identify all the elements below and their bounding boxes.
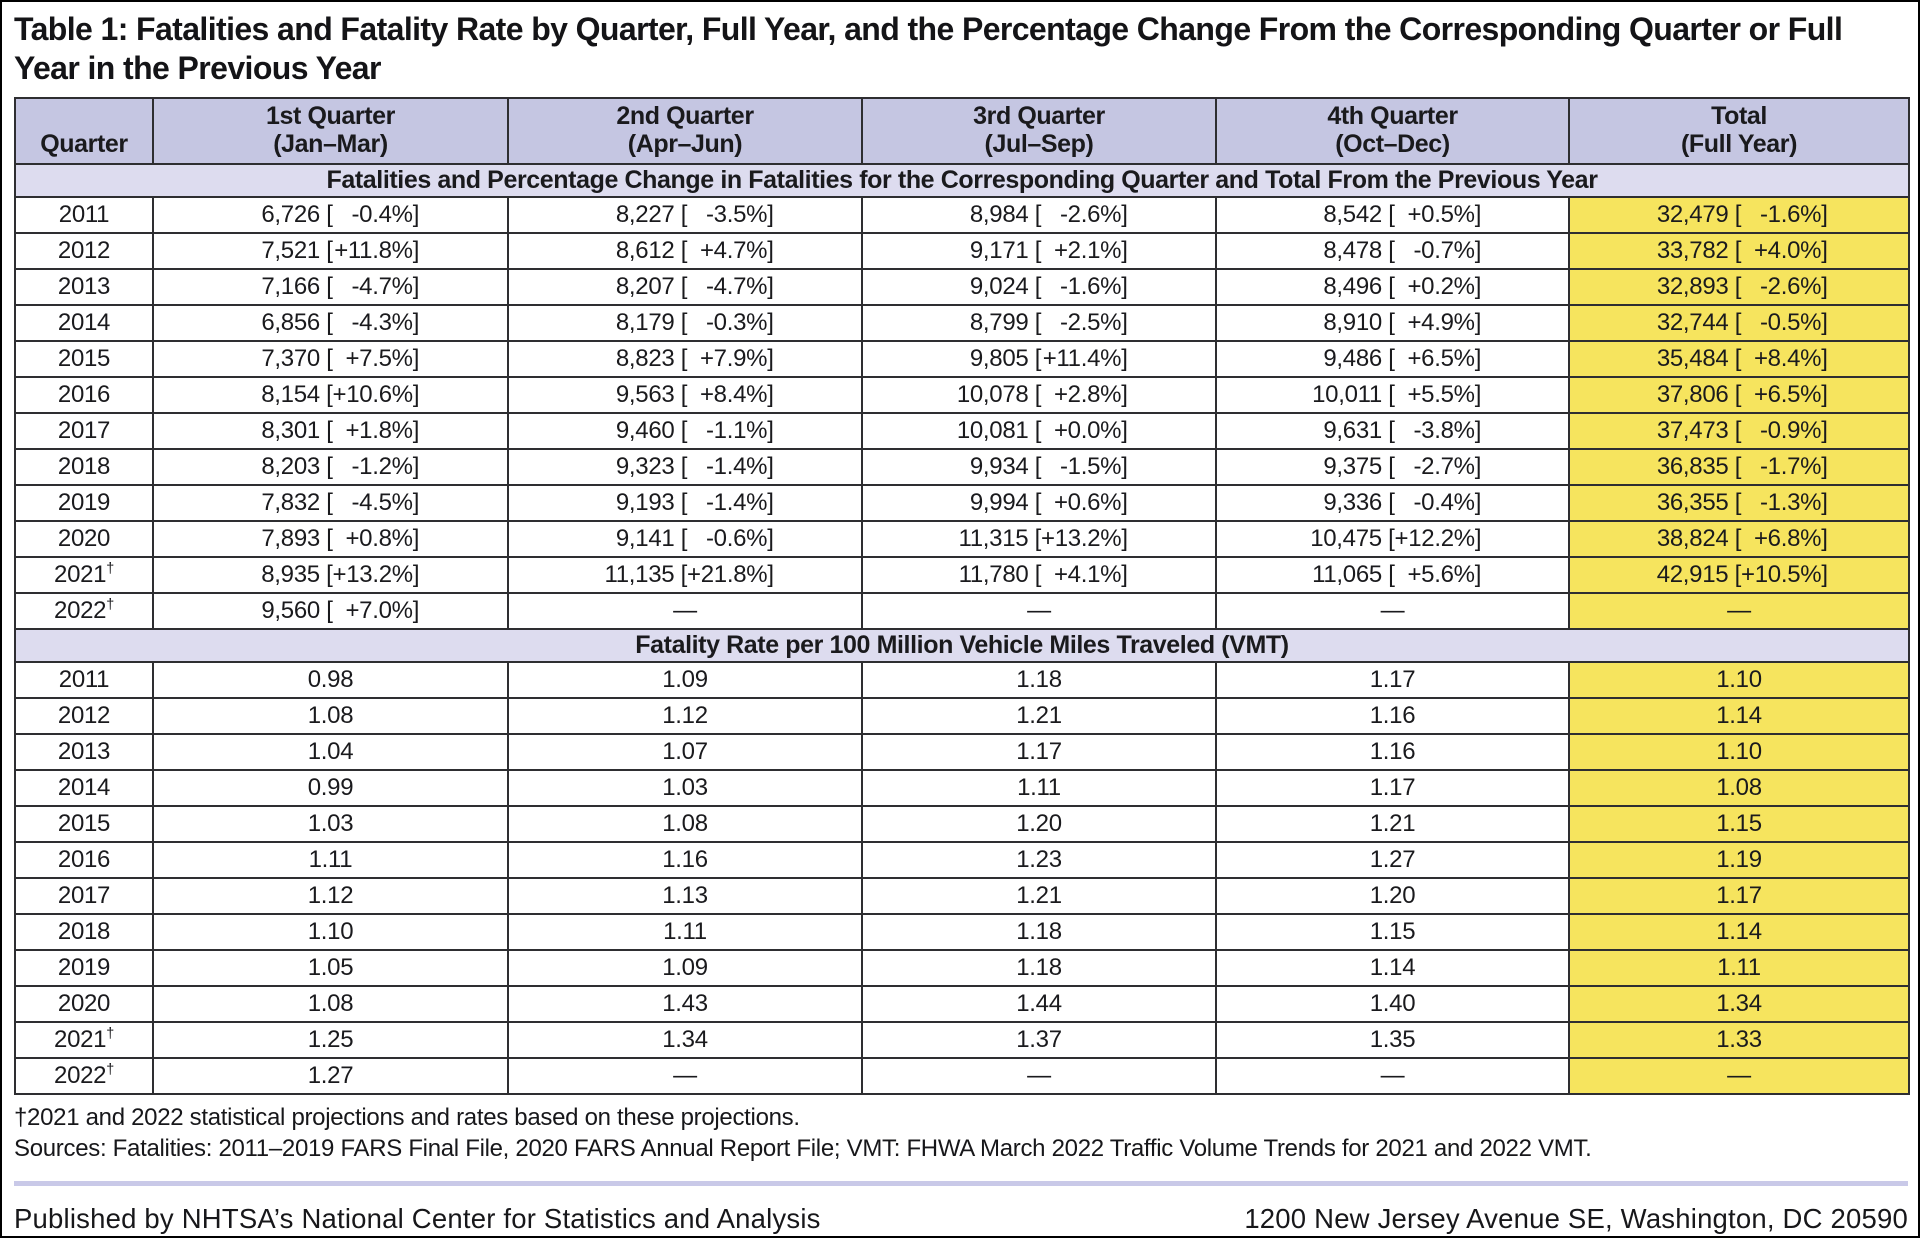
value-cell: 8,612 [ +4.7% ] bbox=[508, 233, 862, 269]
table-row bbox=[15, 878, 1909, 914]
value-cell: 9,323 [ -1.4% ] bbox=[508, 449, 862, 485]
value-cell: 7,521 [ +11.8% ] bbox=[153, 233, 508, 269]
value-cell: 8,179 [ -0.3% ] bbox=[508, 305, 862, 341]
value-cell: 1.08 bbox=[153, 698, 508, 734]
total-cell: 1.15 bbox=[1569, 806, 1909, 842]
dagger-marker: † bbox=[106, 561, 114, 578]
table-row bbox=[15, 593, 1909, 629]
footer-address: 1200 New Jersey Avenue SE, Washington, DC 20590 bbox=[1244, 1203, 1908, 1235]
column-header-line2: (Full Year) bbox=[1680, 130, 1797, 159]
value-cell: — bbox=[508, 593, 862, 629]
table-row bbox=[15, 485, 1909, 521]
value-cell: 1.40 bbox=[1216, 986, 1569, 1022]
value-cell: 1.23 bbox=[862, 842, 1216, 878]
value-cell: 1.43 bbox=[508, 986, 862, 1022]
value-cell: 8,910 [ +4.9% ] bbox=[1216, 305, 1569, 341]
table-row bbox=[15, 1022, 1909, 1058]
value-cell: 8,823 [ +7.9% ] bbox=[508, 341, 862, 377]
value-cell: 1.18 bbox=[862, 662, 1216, 698]
year-cell: 2013 bbox=[15, 269, 153, 305]
value-cell: 9,631 [ -3.8% ] bbox=[1216, 413, 1569, 449]
table-row bbox=[15, 305, 1909, 341]
year-cell: 2022† bbox=[15, 1058, 153, 1094]
table-row bbox=[15, 233, 1909, 269]
table-row bbox=[15, 734, 1909, 770]
table-row bbox=[15, 842, 1909, 878]
year-cell: 2018 bbox=[15, 449, 153, 485]
column-header-line1: 4th Quarter bbox=[1327, 102, 1458, 131]
table-row bbox=[15, 1058, 1909, 1094]
value-cell: 1.03 bbox=[508, 770, 862, 806]
column-header-q2 bbox=[508, 98, 862, 164]
table-row bbox=[15, 662, 1909, 698]
total-cell: 1.33 bbox=[1569, 1022, 1909, 1058]
year-cell: 2016 bbox=[15, 377, 153, 413]
total-cell: 1.08 bbox=[1569, 770, 1909, 806]
total-cell: 1.14 bbox=[1569, 914, 1909, 950]
value-cell: 9,563 [ +8.4% ] bbox=[508, 377, 862, 413]
total-cell: 32,744 [ -0.5% ] bbox=[1569, 305, 1909, 341]
value-cell: 9,141 [ -0.6% ] bbox=[508, 521, 862, 557]
table-title: Table 1: Fatalities and Fatality Rate by Quarter, Full Year, and the Percentage Change From the Corresponding Quarter or Full Year in the Previous Year bbox=[14, 11, 1843, 87]
dagger-marker: † bbox=[106, 1026, 114, 1043]
value-cell: 1.08 bbox=[153, 986, 508, 1022]
value-cell: 9,805 [ +11.4% ] bbox=[862, 341, 1216, 377]
column-header-q4 bbox=[1216, 98, 1569, 164]
value-cell: 1.17 bbox=[862, 734, 1216, 770]
value-cell: 10,475 [ +12.2% ] bbox=[1216, 521, 1569, 557]
value-cell: 1.18 bbox=[862, 950, 1216, 986]
value-cell: 8,301 [ +1.8% ] bbox=[153, 413, 508, 449]
value-cell: 7,370 [ +7.5% ] bbox=[153, 341, 508, 377]
column-header-q3 bbox=[862, 98, 1216, 164]
total-cell: 32,893 [ -2.6% ] bbox=[1569, 269, 1909, 305]
year-cell: 2015 bbox=[15, 806, 153, 842]
value-cell: 1.17 bbox=[1216, 770, 1569, 806]
value-cell: 9,560 [ +7.0% ] bbox=[153, 593, 508, 629]
year-cell: 2011 bbox=[15, 662, 153, 698]
table-row bbox=[15, 950, 1909, 986]
value-cell: 9,336 [ -0.4% ] bbox=[1216, 485, 1569, 521]
value-cell: 1.37 bbox=[862, 1022, 1216, 1058]
footer-publisher: Published by NHTSA’s National Center for Statistics and Analysis bbox=[14, 1203, 821, 1235]
value-cell: 1.12 bbox=[153, 878, 508, 914]
value-cell: — bbox=[862, 1058, 1216, 1094]
value-cell: 1.07 bbox=[508, 734, 862, 770]
section-header-row bbox=[15, 629, 1909, 662]
value-cell: 1.27 bbox=[1216, 842, 1569, 878]
value-cell: 1.03 bbox=[153, 806, 508, 842]
year-cell: 2014 bbox=[15, 770, 153, 806]
year-cell: 2016 bbox=[15, 842, 153, 878]
value-cell: 9,171 [ +2.1% ] bbox=[862, 233, 1216, 269]
value-cell: 8,799 [ -2.5% ] bbox=[862, 305, 1216, 341]
total-cell: 36,355 [ -1.3% ] bbox=[1569, 485, 1909, 521]
table-row bbox=[15, 449, 1909, 485]
table-body bbox=[15, 164, 1909, 1094]
column-header-line2: (Jan–Mar) bbox=[273, 130, 388, 159]
value-cell: 1.13 bbox=[508, 878, 862, 914]
value-cell: — bbox=[1216, 593, 1569, 629]
table-row bbox=[15, 413, 1909, 449]
section-header-label: Fatalities and Percentage Change in Fatalities for the Corresponding Quarter and Total From the Previous Year bbox=[15, 164, 1909, 197]
year-cell: 2021† bbox=[15, 557, 153, 593]
year-cell: 2022† bbox=[15, 593, 153, 629]
total-cell: 1.14 bbox=[1569, 698, 1909, 734]
table-row bbox=[15, 698, 1909, 734]
value-cell: 0.99 bbox=[153, 770, 508, 806]
value-cell: 1.09 bbox=[508, 662, 862, 698]
year-cell: 2012 bbox=[15, 233, 153, 269]
year-cell: 2012 bbox=[15, 698, 153, 734]
column-header-line1: 1st Quarter bbox=[266, 102, 395, 131]
total-cell: 1.19 bbox=[1569, 842, 1909, 878]
value-cell: 1.09 bbox=[508, 950, 862, 986]
value-cell: 10,081 [ +0.0% ] bbox=[862, 413, 1216, 449]
year-cell: 2021† bbox=[15, 1022, 153, 1058]
value-cell: 0.98 bbox=[153, 662, 508, 698]
year-cell: 2017 bbox=[15, 413, 153, 449]
value-cell: 8,203 [ -1.2% ] bbox=[153, 449, 508, 485]
value-cell: 11,135 [ +21.8% ] bbox=[508, 557, 862, 593]
value-cell: 9,193 [ -1.4% ] bbox=[508, 485, 862, 521]
value-cell: 1.12 bbox=[508, 698, 862, 734]
value-cell: 8,227 [ -3.5% ] bbox=[508, 197, 862, 233]
total-cell: 37,473 [ -0.9% ] bbox=[1569, 413, 1909, 449]
total-cell: 38,824 [ +6.8% ] bbox=[1569, 521, 1909, 557]
value-cell: 1.20 bbox=[1216, 878, 1569, 914]
value-cell: 7,832 [ -4.5% ] bbox=[153, 485, 508, 521]
value-cell: 9,934 [ -1.5% ] bbox=[862, 449, 1216, 485]
total-cell: 32,479 [ -1.6% ] bbox=[1569, 197, 1909, 233]
column-header-line1: 2nd Quarter bbox=[616, 102, 754, 131]
footnotes bbox=[14, 1102, 1906, 1164]
year-cell: 2015 bbox=[15, 341, 153, 377]
table-row bbox=[15, 557, 1909, 593]
value-cell: 1.35 bbox=[1216, 1022, 1569, 1058]
value-cell: 1.04 bbox=[153, 734, 508, 770]
dagger-marker: † bbox=[106, 597, 114, 614]
value-cell: 6,856 [ -4.3% ] bbox=[153, 305, 508, 341]
value-cell: 9,024 [ -1.6% ] bbox=[862, 269, 1216, 305]
value-cell: 1.44 bbox=[862, 986, 1216, 1022]
total-cell: 36,835 [ -1.7% ] bbox=[1569, 449, 1909, 485]
year-cell: 2019 bbox=[15, 950, 153, 986]
column-header-line1: 3rd Quarter bbox=[973, 102, 1105, 131]
value-cell: 8,207 [ -4.7% ] bbox=[508, 269, 862, 305]
total-cell: 1.17 bbox=[1569, 878, 1909, 914]
table-row bbox=[15, 377, 1909, 413]
table-row bbox=[15, 269, 1909, 305]
table-header-row bbox=[15, 98, 1909, 164]
page-footer bbox=[14, 1203, 1908, 1235]
value-cell: 9,486 [ +6.5% ] bbox=[1216, 341, 1569, 377]
year-cell: 2018 bbox=[15, 914, 153, 950]
column-header-line2: (Oct–Dec) bbox=[1335, 130, 1450, 159]
value-cell: 11,315 [ +13.2% ] bbox=[862, 521, 1216, 557]
value-cell: 1.10 bbox=[153, 914, 508, 950]
total-cell: — bbox=[1569, 1058, 1909, 1094]
fatalities-table bbox=[14, 97, 1910, 1095]
value-cell: 1.20 bbox=[862, 806, 1216, 842]
column-header-line1 bbox=[18, 102, 150, 130]
value-cell: 1.11 bbox=[862, 770, 1216, 806]
column-header-total bbox=[1569, 98, 1909, 164]
value-cell: 8,935 [ +13.2% ] bbox=[153, 557, 508, 593]
value-cell: 1.11 bbox=[153, 842, 508, 878]
total-cell: 1.10 bbox=[1569, 662, 1909, 698]
footer-divider bbox=[14, 1181, 1908, 1186]
year-cell: 2019 bbox=[15, 485, 153, 521]
value-cell: 7,166 [ -4.7% ] bbox=[153, 269, 508, 305]
value-cell: 10,078 [ +2.8% ] bbox=[862, 377, 1216, 413]
value-cell: 1.05 bbox=[153, 950, 508, 986]
value-cell: 1.18 bbox=[862, 914, 1216, 950]
value-cell: — bbox=[508, 1058, 862, 1094]
column-header-q1 bbox=[153, 98, 508, 164]
value-cell: 1.27 bbox=[153, 1058, 508, 1094]
value-cell: 1.16 bbox=[1216, 734, 1569, 770]
footnote-projections: †2021 and 2022 statistical projections and rates based on these projections. bbox=[14, 1104, 800, 1132]
value-cell: 1.34 bbox=[508, 1022, 862, 1058]
value-cell: 8,984 [ -2.6% ] bbox=[862, 197, 1216, 233]
value-cell: 1.11 bbox=[508, 914, 862, 950]
table-row bbox=[15, 986, 1909, 1022]
value-cell: 9,994 [ +0.6% ] bbox=[862, 485, 1216, 521]
total-cell: 37,806 [ +6.5% ] bbox=[1569, 377, 1909, 413]
dagger-marker: † bbox=[106, 1062, 114, 1079]
total-cell: 1.10 bbox=[1569, 734, 1909, 770]
value-cell: 8,478 [ -0.7% ] bbox=[1216, 233, 1569, 269]
total-cell: 1.34 bbox=[1569, 986, 1909, 1022]
column-header-quarter bbox=[15, 98, 153, 164]
value-cell: 1.21 bbox=[862, 878, 1216, 914]
total-cell: 33,782 [ +4.0% ] bbox=[1569, 233, 1909, 269]
total-cell: 1.11 bbox=[1569, 950, 1909, 986]
value-cell: 1.25 bbox=[153, 1022, 508, 1058]
value-cell: — bbox=[1216, 1058, 1569, 1094]
year-cell: 2011 bbox=[15, 197, 153, 233]
value-cell: 8,154 [ +10.6% ] bbox=[153, 377, 508, 413]
value-cell: 1.21 bbox=[862, 698, 1216, 734]
year-cell: 2020 bbox=[15, 986, 153, 1022]
table-row bbox=[15, 806, 1909, 842]
section-header-label: Fatality Rate per 100 Million Vehicle Miles Traveled (VMT) bbox=[15, 629, 1909, 662]
column-header-line2: (Jul–Sep) bbox=[984, 130, 1094, 159]
value-cell: 1.14 bbox=[1216, 950, 1569, 986]
year-cell: 2014 bbox=[15, 305, 153, 341]
value-cell: 9,460 [ -1.1% ] bbox=[508, 413, 862, 449]
value-cell: 8,542 [ +0.5% ] bbox=[1216, 197, 1569, 233]
table-row bbox=[15, 914, 1909, 950]
value-cell: 6,726 [ -0.4% ] bbox=[153, 197, 508, 233]
value-cell: 1.15 bbox=[1216, 914, 1569, 950]
column-header-line2: (Apr–Jun) bbox=[627, 130, 743, 159]
value-cell: — bbox=[862, 593, 1216, 629]
total-cell: 42,915 [ +10.5% ] bbox=[1569, 557, 1909, 593]
value-cell: 1.21 bbox=[1216, 806, 1569, 842]
value-cell: 9,375 [ -2.7% ] bbox=[1216, 449, 1569, 485]
table-row bbox=[15, 197, 1909, 233]
year-cell: 2017 bbox=[15, 878, 153, 914]
year-cell: 2013 bbox=[15, 734, 153, 770]
total-cell: — bbox=[1569, 593, 1909, 629]
value-cell: 1.08 bbox=[508, 806, 862, 842]
value-cell: 1.16 bbox=[508, 842, 862, 878]
value-cell: 10,011 [ +5.5% ] bbox=[1216, 377, 1569, 413]
column-header-line1: Total bbox=[1711, 102, 1767, 131]
value-cell: 11,065 [ +5.6% ] bbox=[1216, 557, 1569, 593]
table-row bbox=[15, 521, 1909, 557]
table-row bbox=[15, 341, 1909, 377]
value-cell: 11,780 [ +4.1% ] bbox=[862, 557, 1216, 593]
value-cell: 1.16 bbox=[1216, 698, 1569, 734]
value-cell: 7,893 [ +0.8% ] bbox=[153, 521, 508, 557]
section-header-row bbox=[15, 164, 1909, 197]
footnote-sources: Sources: Fatalities: 2011–2019 FARS Final File, 2020 FARS Annual Report File; VMT: FHWA March 2022 Traffic Volume Trends for 2021 and 2022 VMT. bbox=[14, 1135, 1592, 1163]
value-cell: 8,496 [ +0.2% ] bbox=[1216, 269, 1569, 305]
table-row bbox=[15, 770, 1909, 806]
total-cell: 35,484 [ +8.4% ] bbox=[1569, 341, 1909, 377]
column-header-line2: Quarter bbox=[40, 130, 128, 159]
value-cell: 1.17 bbox=[1216, 662, 1569, 698]
year-cell: 2020 bbox=[15, 521, 153, 557]
